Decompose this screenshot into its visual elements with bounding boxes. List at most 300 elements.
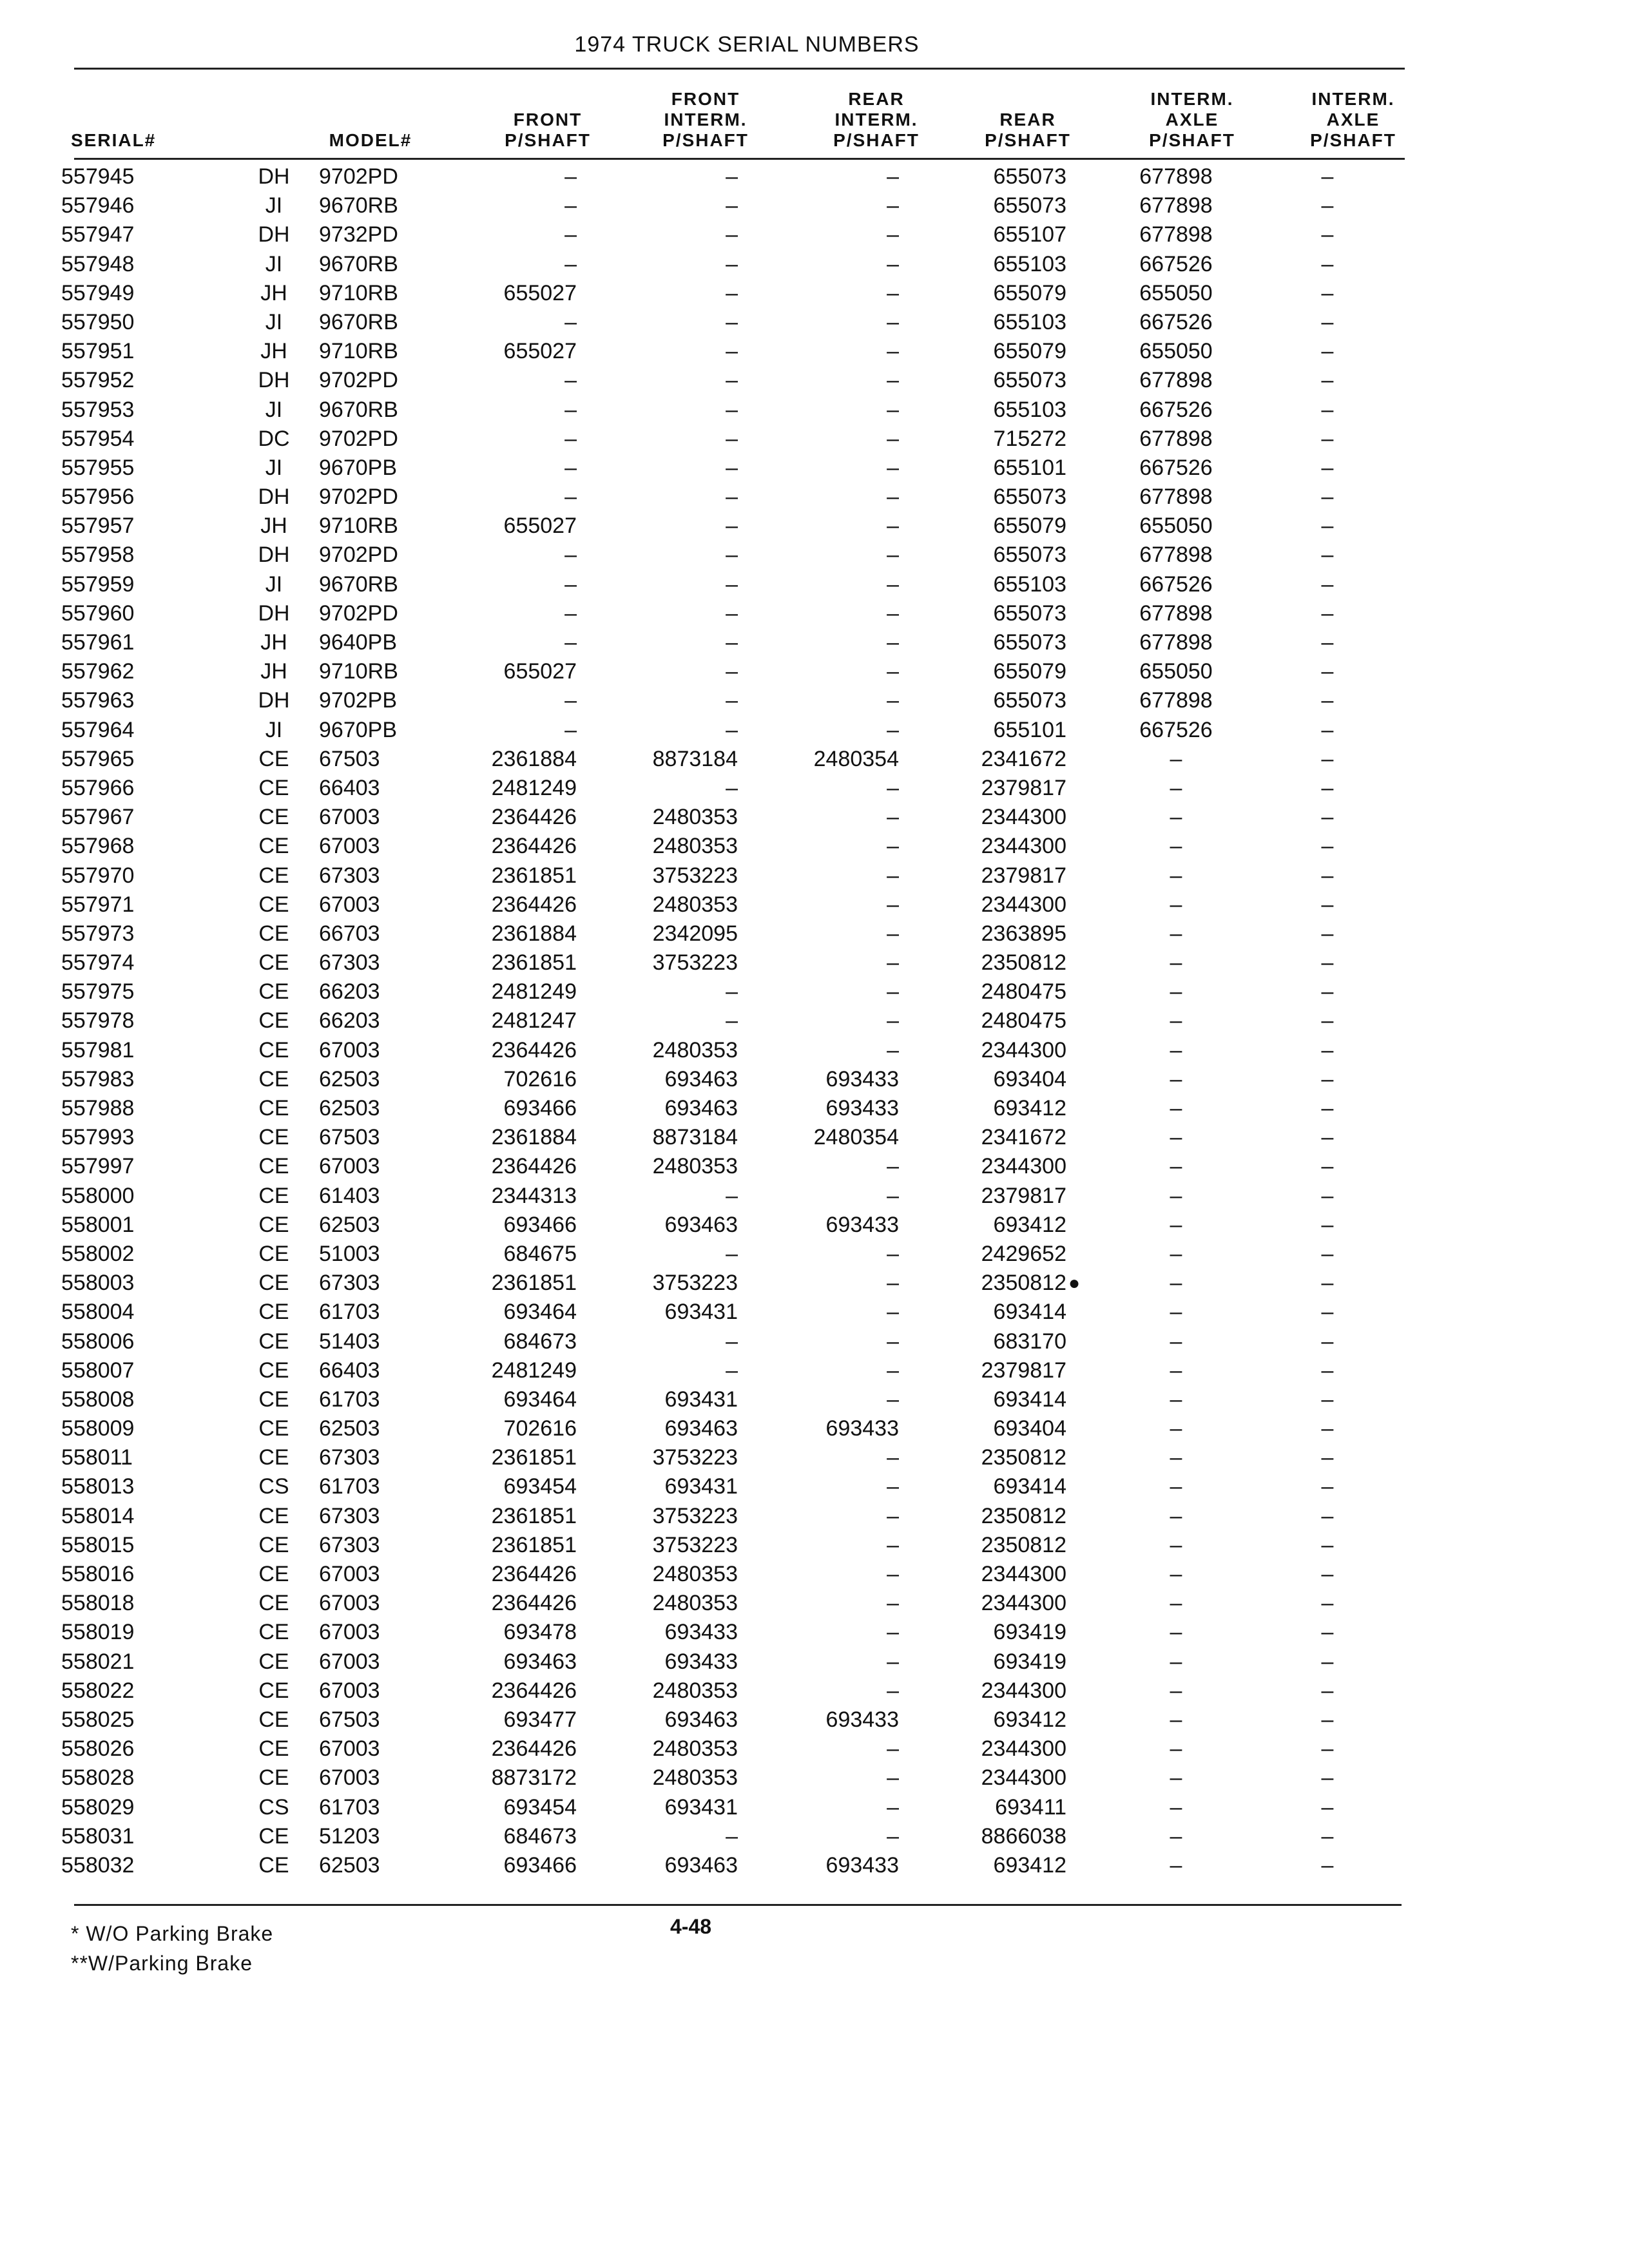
front-interm-pshaft-cell: – <box>726 1329 738 1354</box>
front-interm-pshaft-cell: – <box>726 485 738 510</box>
serial-cell: 557983 <box>61 1066 135 1091</box>
rear-pshaft-cell: 655103 <box>993 309 1066 334</box>
model-number-cell: 61703 <box>319 1474 380 1499</box>
front-pshaft-cell: 2344313 <box>491 1183 577 1208</box>
interm-axle-pshaft-1-cell: – <box>1170 1503 1182 1528</box>
rear-pshaft-cell: 655079 <box>993 280 1066 305</box>
interm-axle-pshaft-1-cell: – <box>1170 1736 1182 1762</box>
interm-axle-pshaft-2-cell: – <box>1321 1736 1334 1762</box>
serial-cell: 558018 <box>61 1591 135 1616</box>
front-pshaft-cell: – <box>564 455 577 480</box>
front-interm-pshaft-cell: 8873184 <box>652 1125 738 1150</box>
serial-cell: 557948 <box>61 251 135 276</box>
front-interm-pshaft-cell: – <box>726 280 738 305</box>
table-row <box>0 1560 1629 1589</box>
rear-pshaft-cell: 693414 <box>993 1300 1066 1325</box>
model-number-cell: 9702PD <box>319 485 398 510</box>
model-number-cell: 9710RB <box>319 339 398 364</box>
rear-interm-pshaft-cell: – <box>887 834 899 859</box>
model-number-cell: 67003 <box>319 834 380 859</box>
interm-axle-pshaft-2-cell: – <box>1321 1503 1334 1528</box>
footnote-without-parking-brake: * W/O Parking Brake <box>71 1922 274 1945</box>
model-number-cell: 9670PB <box>319 717 397 742</box>
header-line: P/SHAFT <box>1149 130 1235 150</box>
interm-axle-pshaft-2-cell: – <box>1321 863 1334 888</box>
interm-axle-pshaft-2-cell: – <box>1321 572 1334 597</box>
front-interm-pshaft-cell: 2480353 <box>652 1678 738 1703</box>
front-pshaft-cell: 2361884 <box>491 1125 577 1150</box>
model-number-cell: 67303 <box>319 1503 380 1528</box>
table-row <box>0 1851 1629 1880</box>
model-code-cell: DH <box>258 601 290 626</box>
front-pshaft-cell: – <box>564 164 577 189</box>
front-pshaft-cell: 693477 <box>503 1707 577 1732</box>
front-interm-pshaft-cell: 8873184 <box>652 746 738 771</box>
interm-axle-pshaft-1-cell: 677898 <box>1139 426 1213 451</box>
model-code-cell: JI <box>265 717 283 742</box>
front-interm-pshaft-cell: 2480353 <box>652 1154 738 1179</box>
serial-cell: 557973 <box>61 921 135 946</box>
front-interm-pshaft-cell: – <box>726 630 738 655</box>
interm-axle-pshaft-2-cell: – <box>1321 1271 1334 1296</box>
interm-axle-pshaft-1-cell: – <box>1170 1125 1182 1150</box>
front-interm-pshaft-cell: – <box>726 193 738 218</box>
front-interm-pshaft-cell: 3753223 <box>652 1532 738 1557</box>
model-code-cell: CE <box>258 1503 289 1528</box>
front-pshaft-cell: – <box>564 572 577 597</box>
model-code-cell: JH <box>260 514 287 539</box>
model-number-cell: 67003 <box>319 1678 380 1703</box>
model-code-cell: DH <box>258 485 290 510</box>
interm-axle-pshaft-2-cell: – <box>1321 1241 1334 1266</box>
model-code-cell: CE <box>258 1154 289 1179</box>
interm-axle-pshaft-1-cell: – <box>1170 1416 1182 1441</box>
serial-cell: 558008 <box>61 1387 135 1412</box>
front-pshaft-cell: 2361851 <box>491 1532 577 1557</box>
table-row <box>0 1443 1629 1472</box>
model-code-cell: CE <box>258 1241 289 1266</box>
serial-cell: 557951 <box>61 339 135 364</box>
front-interm-pshaft-cell: – <box>726 601 738 626</box>
rear-pshaft-cell: 655101 <box>993 717 1066 742</box>
model-number-cell: 51403 <box>319 1329 380 1354</box>
model-code-cell: CE <box>258 1765 289 1791</box>
serial-cell: 557956 <box>61 485 135 510</box>
header-model <box>284 130 458 151</box>
model-code-cell: DH <box>258 368 290 393</box>
model-code-cell: CE <box>258 1707 289 1732</box>
rear-interm-pshaft-cell: – <box>887 1387 899 1412</box>
table-row <box>0 337 1629 366</box>
interm-axle-pshaft-1-cell: 667526 <box>1139 309 1213 334</box>
model-code-cell: CE <box>258 1852 289 1878</box>
front-interm-pshaft-cell: – <box>726 775 738 800</box>
rear-pshaft-cell: 655073 <box>993 485 1066 510</box>
model-code-cell: CE <box>258 1387 289 1412</box>
rear-pshaft-cell: 693412 <box>993 1212 1066 1237</box>
serial-cell: 558001 <box>61 1212 135 1237</box>
rear-pshaft-cell: 655073 <box>993 630 1066 655</box>
model-code-cell: JH <box>260 280 287 305</box>
front-interm-pshaft-cell: 2480353 <box>652 892 738 917</box>
front-pshaft-cell: 655027 <box>503 339 577 364</box>
front-interm-pshaft-cell: 2480353 <box>652 1037 738 1062</box>
front-pshaft-cell: – <box>564 717 577 742</box>
serial-cell: 558014 <box>61 1503 135 1528</box>
model-number-cell: 67003 <box>319 805 380 830</box>
serial-cell: 558028 <box>61 1765 135 1791</box>
interm-axle-pshaft-2-cell: – <box>1321 1474 1334 1499</box>
serial-cell: 557981 <box>61 1037 135 1062</box>
top-rule <box>74 68 1405 70</box>
model-code-cell: JH <box>260 339 287 364</box>
interm-axle-pshaft-2-cell: – <box>1321 1532 1334 1557</box>
rear-interm-pshaft-cell: – <box>887 892 899 917</box>
model-code-cell: CE <box>258 1736 289 1762</box>
table-row <box>0 250 1629 279</box>
model-code-cell: DH <box>258 222 290 247</box>
front-interm-pshaft-cell: 693463 <box>664 1066 738 1091</box>
interm-axle-pshaft-1-cell: – <box>1170 1852 1182 1878</box>
serial-cell: 557963 <box>61 688 135 713</box>
table-row <box>0 1385 1629 1414</box>
table-row <box>0 948 1629 977</box>
interm-axle-pshaft-1-cell: – <box>1170 834 1182 859</box>
interm-axle-pshaft-1-cell: – <box>1170 1765 1182 1791</box>
model-number-cell: 62503 <box>319 1416 380 1441</box>
table-row <box>0 191 1629 220</box>
interm-axle-pshaft-2-cell: – <box>1321 1707 1334 1732</box>
serial-cell: 557967 <box>61 805 135 830</box>
model-number-cell: 9670PB <box>319 455 397 480</box>
interm-axle-pshaft-1-cell: 655050 <box>1139 659 1213 684</box>
interm-axle-pshaft-1-cell: – <box>1170 1358 1182 1383</box>
front-pshaft-cell: 702616 <box>503 1416 577 1441</box>
front-interm-pshaft-cell: 2480353 <box>652 1736 738 1762</box>
interm-axle-pshaft-2-cell: – <box>1321 1212 1334 1237</box>
model-code-cell: CE <box>258 1416 289 1441</box>
rear-interm-pshaft-cell: – <box>887 921 899 946</box>
model-code-cell: CE <box>258 746 289 771</box>
footnote-with-parking-brake: **W/Parking Brake <box>71 1952 253 1975</box>
model-number-cell: 61703 <box>319 1387 380 1412</box>
model-code-cell: CE <box>258 1329 289 1354</box>
serial-cell: 558013 <box>61 1474 135 1499</box>
front-interm-pshaft-cell: – <box>726 1241 738 1266</box>
front-pshaft-cell: 684673 <box>503 1823 577 1849</box>
serial-cell: 558026 <box>61 1736 135 1762</box>
bottom-rule <box>74 1904 1402 1906</box>
front-interm-pshaft-cell: – <box>726 514 738 539</box>
interm-axle-pshaft-2-cell: – <box>1321 601 1334 626</box>
table-row <box>0 396 1629 425</box>
table-row <box>0 1531 1629 1560</box>
rear-pshaft-cell: 655101 <box>993 455 1066 480</box>
table-row <box>0 279 1629 308</box>
model-number-cell: 66203 <box>319 979 380 1004</box>
model-number-cell: 9702PD <box>319 164 398 189</box>
interm-axle-pshaft-2-cell: – <box>1321 1852 1334 1878</box>
table-row <box>0 977 1629 1006</box>
rear-pshaft-cell: 2344300 <box>981 1678 1066 1703</box>
serial-cell: 557962 <box>61 659 135 684</box>
table-row <box>0 1648 1629 1677</box>
front-pshaft-cell: 2364426 <box>491 892 577 917</box>
table-header <box>0 77 1629 155</box>
header-rear-interm-pshaft <box>799 89 954 151</box>
model-number-cell: 67003 <box>319 1620 380 1645</box>
front-pshaft-cell: 2361884 <box>491 921 577 946</box>
model-code-cell: CE <box>258 950 289 975</box>
table-row <box>0 1472 1629 1501</box>
serial-cell: 557947 <box>61 222 135 247</box>
rear-pshaft-cell: 2344300 <box>981 805 1066 830</box>
rear-pshaft-cell: 655073 <box>993 601 1066 626</box>
rear-pshaft-cell: 2363895 <box>981 921 1066 946</box>
interm-axle-pshaft-2-cell: – <box>1321 1125 1334 1150</box>
rear-interm-pshaft-cell: – <box>887 863 899 888</box>
interm-axle-pshaft-2-cell: – <box>1321 892 1334 917</box>
rear-pshaft-cell: 2350812 <box>981 1445 1066 1470</box>
rear-interm-pshaft-cell: – <box>887 251 899 276</box>
front-pshaft-cell: – <box>564 485 577 510</box>
rear-pshaft-cell: 2341672 <box>981 1125 1066 1150</box>
interm-axle-pshaft-1-cell: – <box>1170 1474 1182 1499</box>
rear-interm-pshaft-cell: – <box>887 368 899 393</box>
front-interm-pshaft-cell: 2480353 <box>652 834 738 859</box>
header-line: AXLE <box>1165 110 1219 130</box>
rear-interm-pshaft-cell: – <box>887 1154 899 1179</box>
model-number-cell: 62503 <box>319 1066 380 1091</box>
front-pshaft-cell: – <box>564 397 577 422</box>
rear-interm-pshaft-cell: – <box>887 397 899 422</box>
front-pshaft-cell: 2364426 <box>491 1591 577 1616</box>
model-number-cell: 9710RB <box>319 280 398 305</box>
interm-axle-pshaft-1-cell: – <box>1170 1271 1182 1296</box>
serial-cell: 557949 <box>61 280 135 305</box>
serial-cell: 558003 <box>61 1271 135 1296</box>
rear-interm-pshaft-cell: – <box>887 1678 899 1703</box>
front-pshaft-cell: 693454 <box>503 1474 577 1499</box>
rear-pshaft-cell: 683170 <box>993 1329 1066 1354</box>
front-pshaft-cell: 2364426 <box>491 1562 577 1586</box>
front-pshaft-cell: – <box>564 222 577 247</box>
rear-interm-pshaft-cell: – <box>887 426 899 451</box>
header-line: FRONT <box>513 110 583 130</box>
front-interm-pshaft-cell: – <box>726 688 738 713</box>
header-line: INTERM. <box>1150 89 1234 109</box>
table-row <box>0 1065 1629 1094</box>
model-code-cell: JI <box>265 572 283 597</box>
rear-pshaft-cell: 2344300 <box>981 1591 1066 1616</box>
table-row <box>0 1269 1629 1298</box>
rear-interm-pshaft-cell: – <box>887 1736 899 1762</box>
interm-axle-pshaft-1-cell: 667526 <box>1139 455 1213 480</box>
rear-pshaft-cell: 655073 <box>993 164 1066 189</box>
model-number-cell: 9710RB <box>319 659 398 684</box>
interm-axle-pshaft-1-cell: 667526 <box>1139 251 1213 276</box>
rear-interm-pshaft-cell: – <box>887 1765 899 1791</box>
model-number-cell: 67003 <box>319 1562 380 1586</box>
serial-cell: 558019 <box>61 1620 135 1645</box>
front-pshaft-cell: 655027 <box>503 280 577 305</box>
interm-axle-pshaft-1-cell: 677898 <box>1139 485 1213 510</box>
interm-axle-pshaft-2-cell: – <box>1321 1823 1334 1849</box>
header-line: P/SHAFT <box>985 130 1071 150</box>
front-interm-pshaft-cell: 3753223 <box>652 1271 738 1296</box>
rear-interm-pshaft-cell: – <box>887 193 899 218</box>
rear-pshaft-cell: 693412 <box>993 1096 1066 1120</box>
serial-cell: 557993 <box>61 1125 135 1150</box>
rear-pshaft-cell: 8866038 <box>981 1823 1066 1849</box>
table-row <box>0 1327 1629 1356</box>
model-code-cell: CE <box>258 1271 289 1296</box>
model-number-cell: 66403 <box>319 1358 380 1383</box>
interm-axle-pshaft-2-cell: – <box>1321 1649 1334 1674</box>
rear-interm-pshaft-cell: – <box>887 1474 899 1499</box>
interm-axle-pshaft-2-cell: – <box>1321 455 1334 480</box>
serial-cell: 557975 <box>61 979 135 1004</box>
interm-axle-pshaft-2-cell: – <box>1321 979 1334 1004</box>
interm-axle-pshaft-2-cell: – <box>1321 543 1334 568</box>
interm-axle-pshaft-2-cell: – <box>1321 1300 1334 1325</box>
rear-pshaft-cell: 655079 <box>993 514 1066 539</box>
front-pshaft-cell: 2364426 <box>491 1154 577 1179</box>
front-pshaft-cell: – <box>564 543 577 568</box>
table-row <box>0 366 1629 395</box>
model-code-cell: DH <box>258 164 290 189</box>
serial-cell: 557946 <box>61 193 135 218</box>
model-code-cell: CE <box>258 1823 289 1849</box>
serial-cell: 557954 <box>61 426 135 451</box>
rear-pshaft-cell: 2350812 <box>981 1503 1066 1528</box>
table-row <box>0 1706 1629 1735</box>
interm-axle-pshaft-1-cell: 677898 <box>1139 164 1213 189</box>
table-row <box>0 686 1629 715</box>
table-row <box>0 1822 1629 1851</box>
front-interm-pshaft-cell: 693463 <box>664 1212 738 1237</box>
front-interm-pshaft-cell: – <box>726 368 738 393</box>
front-interm-pshaft-cell: – <box>726 309 738 334</box>
rear-interm-pshaft-cell: – <box>887 339 899 364</box>
table-row <box>0 628 1629 657</box>
table-row <box>0 1006 1629 1035</box>
header-interm-axle-pshaft-2 <box>1276 89 1431 151</box>
rear-interm-pshaft-cell: – <box>887 1271 899 1296</box>
table-row <box>0 541 1629 570</box>
serial-cell: 558011 <box>61 1445 133 1470</box>
model-code-cell: CS <box>258 1794 289 1820</box>
serial-cell: 558015 <box>61 1532 135 1557</box>
interm-axle-pshaft-2-cell: – <box>1321 1562 1334 1586</box>
front-pshaft-cell: – <box>564 426 577 451</box>
table-row <box>0 832 1629 861</box>
front-pshaft-cell: – <box>564 688 577 713</box>
header-line: P/SHAFT <box>505 130 591 150</box>
interm-axle-pshaft-2-cell: – <box>1321 1445 1334 1470</box>
serial-cell: 557950 <box>61 309 135 334</box>
model-code-cell: JH <box>260 659 287 684</box>
interm-axle-pshaft-1-cell: – <box>1170 805 1182 830</box>
model-code-cell: CS <box>258 1474 289 1499</box>
model-number-cell: 9702PD <box>319 368 398 393</box>
table-row <box>0 308 1629 337</box>
interm-axle-pshaft-1-cell: 655050 <box>1139 339 1213 364</box>
serial-cell: 557957 <box>61 514 135 539</box>
model-number-cell: 9670RB <box>319 251 398 276</box>
interm-axle-pshaft-1-cell: – <box>1170 950 1182 975</box>
serial-cell: 557959 <box>61 572 135 597</box>
rear-interm-pshaft-cell: – <box>887 775 899 800</box>
front-interm-pshaft-cell: – <box>726 164 738 189</box>
serial-cell: 557988 <box>61 1096 135 1120</box>
front-interm-pshaft-cell: 2480353 <box>652 1562 738 1586</box>
interm-axle-pshaft-2-cell: – <box>1321 1416 1334 1441</box>
interm-axle-pshaft-2-cell: – <box>1321 397 1334 422</box>
front-interm-pshaft-cell: 693431 <box>664 1387 738 1412</box>
front-pshaft-cell: 2364426 <box>491 1037 577 1062</box>
table-row <box>0 1298 1629 1327</box>
model-number-cell: 9670RB <box>319 397 398 422</box>
model-code-cell: CE <box>258 834 289 859</box>
rear-interm-pshaft-cell: – <box>887 1503 899 1528</box>
rear-interm-pshaft-cell: – <box>887 514 899 539</box>
front-pshaft-cell: – <box>564 601 577 626</box>
rear-interm-pshaft-cell: 2480354 <box>813 1125 899 1150</box>
table-row <box>0 220 1629 249</box>
interm-axle-pshaft-1-cell: 677898 <box>1139 630 1213 655</box>
model-code-cell: JI <box>265 309 283 334</box>
front-pshaft-cell: 2481249 <box>491 979 577 1004</box>
interm-axle-pshaft-2-cell: – <box>1321 688 1334 713</box>
model-number-cell: 9702PD <box>319 426 398 451</box>
serial-cell: 557974 <box>61 950 135 975</box>
interm-axle-pshaft-2-cell: – <box>1321 805 1334 830</box>
model-code-cell: CE <box>258 1300 289 1325</box>
front-pshaft-cell: 2361851 <box>491 950 577 975</box>
rear-pshaft-cell: 2344300 <box>981 892 1066 917</box>
front-pshaft-cell: – <box>564 251 577 276</box>
rear-interm-pshaft-cell: – <box>887 1358 899 1383</box>
rear-interm-pshaft-cell: – <box>887 1037 899 1062</box>
serial-cell: 558006 <box>61 1329 135 1354</box>
interm-axle-pshaft-1-cell: 677898 <box>1139 601 1213 626</box>
front-pshaft-cell: 693466 <box>503 1212 577 1237</box>
rear-interm-pshaft-cell: – <box>887 572 899 597</box>
front-interm-pshaft-cell: 3753223 <box>652 1445 738 1470</box>
interm-axle-pshaft-1-cell: – <box>1170 746 1182 771</box>
interm-axle-pshaft-1-cell: – <box>1170 775 1182 800</box>
interm-axle-pshaft-2-cell: – <box>1321 950 1334 975</box>
serial-cell: 557958 <box>61 543 135 568</box>
front-pshaft-cell: 2361884 <box>491 746 577 771</box>
interm-axle-pshaft-2-cell: – <box>1321 251 1334 276</box>
table-row <box>0 483 1629 512</box>
table-row <box>0 1502 1629 1531</box>
front-interm-pshaft-cell: – <box>726 222 738 247</box>
front-pshaft-cell: 684675 <box>503 1241 577 1266</box>
header-rule <box>74 158 1405 160</box>
rear-interm-pshaft-cell: – <box>887 309 899 334</box>
interm-axle-pshaft-2-cell: – <box>1321 164 1334 189</box>
rear-interm-pshaft-cell: – <box>887 543 899 568</box>
model-code-cell: JH <box>260 630 287 655</box>
rear-interm-pshaft-cell: – <box>887 485 899 510</box>
model-number-cell: 67003 <box>319 1037 380 1062</box>
front-pshaft-cell: 693466 <box>503 1852 577 1878</box>
rear-interm-pshaft-cell: 2480354 <box>813 746 899 771</box>
interm-axle-pshaft-2-cell: – <box>1321 1096 1334 1120</box>
